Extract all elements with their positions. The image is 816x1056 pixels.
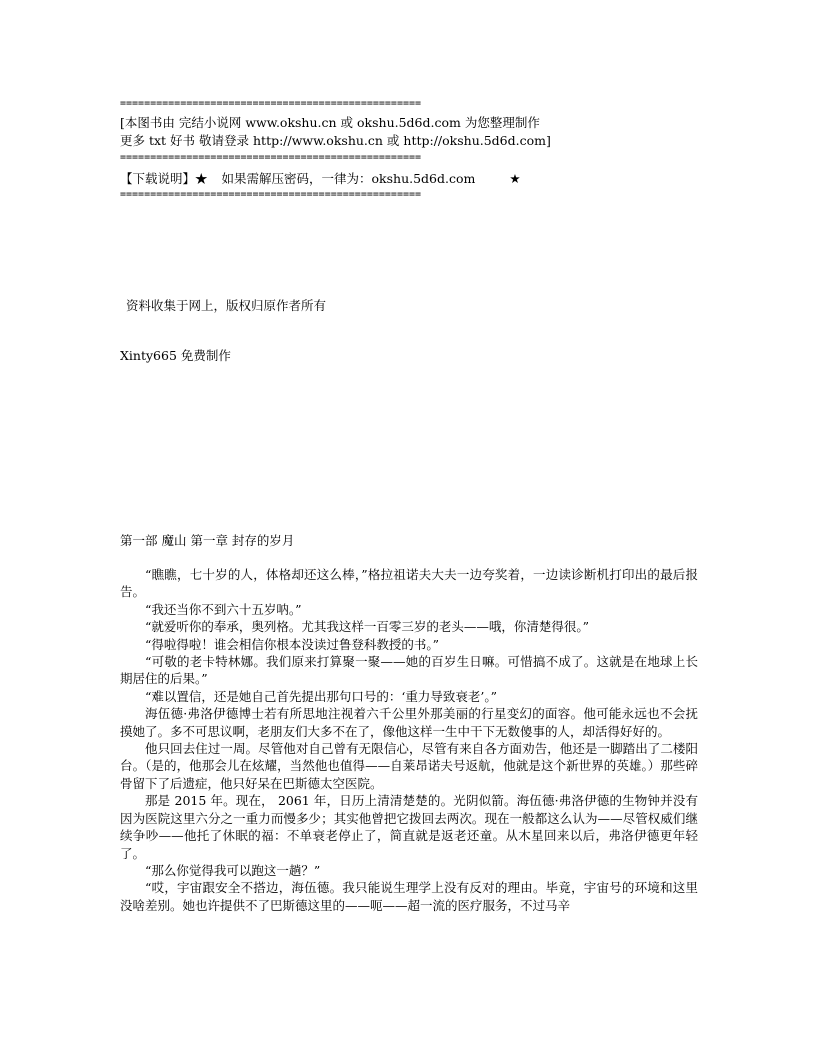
maker-credit: Xinty665 免费制作 [120, 348, 231, 363]
download-note [120, 171, 521, 187]
paragraph: “难以置信，还是她自己首先提出那句口号的：‘重力导致衰老’。” [145, 688, 497, 704]
chapter-body [120, 566, 698, 914]
header-separator-middle: ================================================== [120, 152, 422, 163]
header-line-2: 更多 txt 好书 敬请登录 http://www.okshu.cn 或 http://okshu.5d6d.com] [120, 133, 551, 148]
paragraph: “瞧瞧，七十岁的人，体格却还这么棒，”格拉祖诺夫大夫一边夸奖着，一边读诊断机打印出的最后报告。 [120, 567, 698, 600]
paragraph: “可敬的老卡特林娜。我们原来打算聚一聚——她的百岁生日嘛。可惜搞不成了。这就是在地球上长期居住的后果。” [120, 654, 698, 687]
paragraph: “那么你觉得我可以跑这一趟？” [145, 862, 321, 878]
paragraph: “得啦得啦！谁会相信你根本没读过鲁登科教授的书。” [145, 636, 440, 652]
paragraph: 那是 2015 年。现在， 2061 年，日历上清清楚楚的。光阴似箭。海伍德·弗洛伊德的生物钟并没有因为医院这里六分之一重力而慢多少；其实他曾把它拨回去两次。现在一般都这么认为——尽管权威们继续争吵——他托了休眠的福：不单衰老停止了，简直就是返老还童。从木星回来以后，弗洛伊德更年轻了。 [120, 793, 698, 861]
paragraph: “就爱听你的奉承，奥列格。尤其我这样一百零三岁的老头——哦，你清楚得很。” [145, 619, 590, 635]
paragraph: “哎，宇宙跟安全不搭边，海伍德。我只能说生理学上没有反对的理由。毕竟，宇宙号的环境和这里没啥差别。她也许提供不了巴斯德这里的——呃——超一流的医疗服务，不过马辛 [120, 880, 698, 913]
paragraph: 海伍德·弗洛伊德博士若有所思地注视着六千公里外那美丽的行星变幻的面容。他可能永远也不会抚摸她了。多不可思议啊，老朋友们大多不在了，像他这样一生中干下无数傻事的人，却活得好好的。 [120, 706, 698, 739]
download-label: 【下载说明】★ [120, 171, 208, 186]
paragraph: 他只回去住过一周。尽管他对自己曾有无限信心，尽管有来自各方面劝告，他还是一脚踏出了二楼阳台。（是的，他那会儿在炫耀，当然他也值得——自莱昂诺夫号返航，他就是这个新世界的英雄。）那些碎骨留下了后遗症，他只好呆在巴斯德太空医院。 [120, 741, 698, 791]
header-separator-top: ================================================== [120, 98, 422, 109]
paragraph: “我还当你不到六十五岁呐。” [145, 601, 302, 617]
chapter-title: 第一部 魔山 第一章 封存的岁月 [120, 533, 295, 548]
download-password-text: 如果需解压密码，一律为：okshu.5d6d.com [221, 171, 476, 186]
header-separator-bottom: ================================================== [120, 189, 422, 200]
star-icon: ★ [509, 171, 521, 186]
header-line-1: [本图书由 完结小说网 www.okshu.cn 或 okshu.5d6d.com 为您整理制作 [120, 115, 540, 130]
copyright-notice: 资料收集于网上，版权归原作者所有 [126, 298, 327, 313]
